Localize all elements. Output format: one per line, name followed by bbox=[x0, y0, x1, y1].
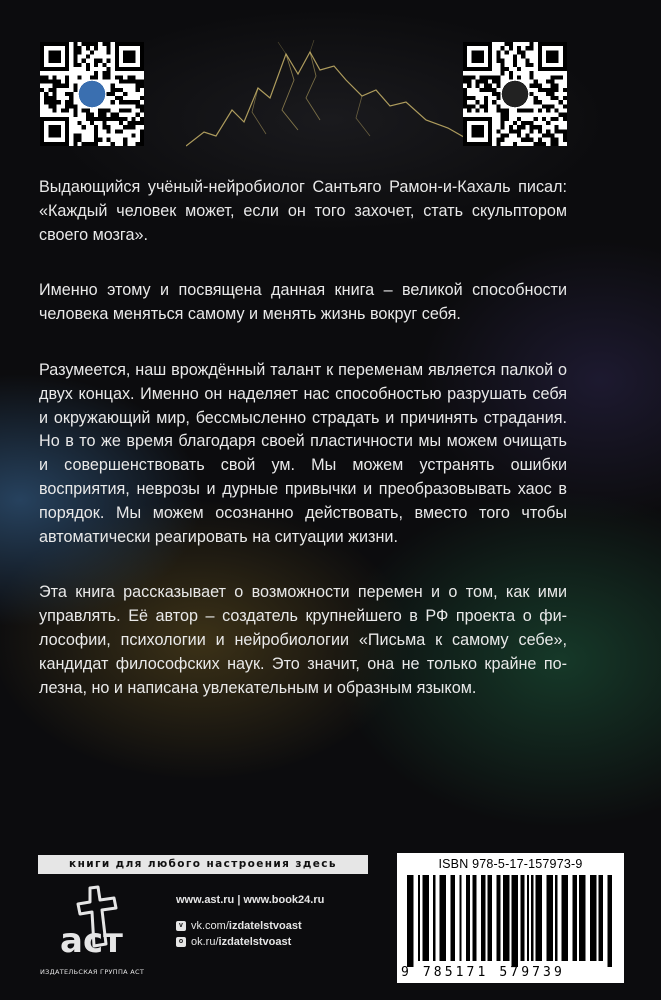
website-links[interactable]: www.ast.ru | www.book24.ru bbox=[176, 894, 325, 906]
mountains-illustration bbox=[186, 40, 476, 150]
barcode-digits: 9 785171 579739 bbox=[401, 965, 565, 980]
ok-handle: izdatelstvoast bbox=[218, 936, 292, 948]
odnoklassniki-icon: o bbox=[176, 937, 186, 947]
publisher-name: ИЗДАТЕЛЬСКАЯ ГРУППА АСТ bbox=[40, 968, 145, 976]
vk-handle: izdatelstvoast bbox=[228, 920, 302, 932]
ok-prefix: ok.ru/ bbox=[191, 936, 219, 948]
publisher-block bbox=[40, 878, 170, 988]
paragraph-4: Эта книга рассказывает о возможности перемен и о том, как ими управлять. Её автор – создатель крупнейшего в РФ проекта о философии, психологии и нейробиологии «Письма к самому себе», кандидат философских наук. Это значит, она не только крайне полезна, но и написана увлекательным и образным языком. bbox=[39, 583, 567, 697]
logo-text: аст bbox=[60, 921, 123, 961]
ast-logo bbox=[40, 878, 170, 964]
barcode bbox=[407, 875, 614, 967]
slogan-bar: книги для любого настроения здесь bbox=[38, 855, 368, 874]
vk-icon: v bbox=[176, 921, 186, 931]
isbn-label: ISBN 978-5-17-157973-9 bbox=[438, 857, 583, 871]
paragraph-2: Именно этому и посвящена данная книга – великой способности человека меняться самому и менять жизнь вокруг себя. bbox=[39, 281, 567, 324]
paragraph-3: Разумеется, наш врождённый талант к переменам является палкой о двух концах. Именно он наделяет нас способностью разрушать себя и окружающий мир, бессмысленно страдать и причинять страдания. Но в то же время благодаря своей пластичности мы можем очищать и совершенствовать свой ум. Мы можем устранять ошибки восприятия, неврозы и дурные привычки и преобразовывать хаос в порядок. Мы можем осознанно действовать, вместо того чтобы автоматически реагировать на ситуации жизни. bbox=[39, 360, 567, 546]
annotation-text bbox=[39, 176, 567, 732]
isbn-barcode-box bbox=[397, 853, 624, 983]
ok-link[interactable] bbox=[176, 936, 324, 948]
qr-code-left bbox=[40, 42, 144, 146]
vk-prefix: vk.com/ bbox=[191, 920, 229, 932]
publisher-links bbox=[176, 894, 324, 948]
paragraph-1: Выдающийся учёный-нейробиолог Сантьяго Рамон-и-Кахаль писал: «Каждый человек может, если он того захочет, стать скульптором своего мозга». bbox=[39, 178, 567, 244]
vk-link[interactable] bbox=[176, 920, 324, 932]
qr-code-right bbox=[463, 42, 567, 146]
